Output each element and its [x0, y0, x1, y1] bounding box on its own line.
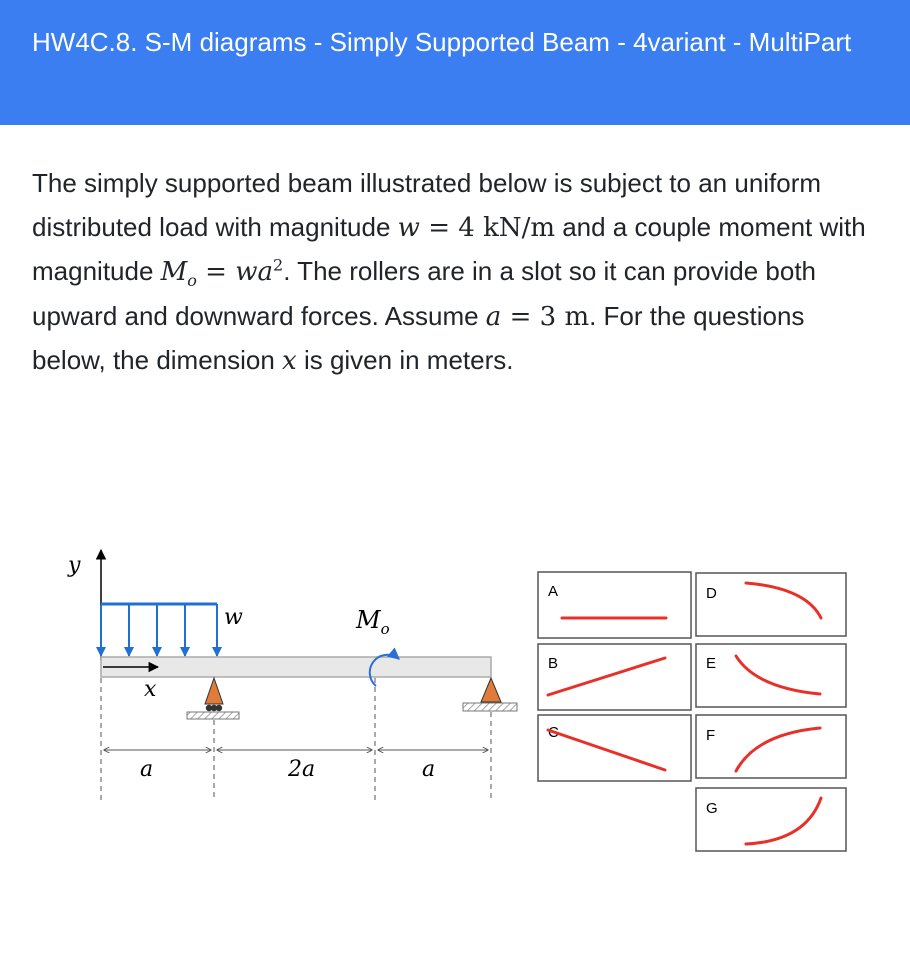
unit-m: m [564, 301, 590, 332]
page-title: HW4C.8. S-M diagrams - Simply Supported Beam - 4variant - MultiPart [32, 27, 852, 57]
y-axis-label: y [68, 553, 81, 578]
option-b-label: B [548, 655, 559, 672]
distributed-load [101, 604, 217, 656]
problem-text-2: and a couple moment with magnitude [32, 211, 866, 286]
roller-support [187, 678, 239, 719]
symbol-wa: wa [235, 257, 274, 287]
symbol-w: w [397, 212, 420, 243]
option-e-label: E [706, 655, 717, 672]
beam-figure [0, 520, 910, 860]
problem-text-4: . For the questions below, the dimension [32, 300, 805, 375]
dimension-a-left: a [140, 757, 154, 782]
option-e [696, 644, 846, 707]
option-f-label: F [706, 727, 716, 744]
option-c [538, 715, 691, 781]
option-c-label: C [548, 724, 559, 741]
option-d [696, 573, 846, 636]
problem-text-5: is given in meters. [296, 345, 514, 375]
option-g-label: G [706, 800, 718, 817]
eq-m: = [196, 257, 236, 287]
beam [101, 657, 491, 677]
dimension-a-right: a [422, 757, 436, 782]
exponent-2: 2 [273, 255, 284, 275]
symbol-a: a [485, 301, 502, 332]
option-d-label: D [706, 585, 717, 602]
option-a [538, 572, 691, 638]
pin-support [463, 678, 517, 711]
option-b [538, 644, 691, 710]
option-a-label: A [548, 583, 559, 600]
option-f [696, 715, 846, 778]
load-label: w [224, 605, 243, 630]
option-g [696, 788, 846, 851]
problem-statement [32, 162, 882, 384]
page-header [0, 0, 910, 125]
symbol-m: M [160, 257, 188, 287]
x-axis-label: x [144, 677, 157, 702]
symbol-x: x [282, 346, 297, 376]
eq-a: = 3 [501, 301, 565, 332]
moment-label: $M_o$ [356, 606, 390, 638]
problem-text-1: The simply supported beam illustrated below is subject to an uniform distributed load with magnitude [32, 168, 822, 242]
symbol-m-sub: o [187, 271, 197, 291]
unit-kn-per-m: kN/m [483, 212, 555, 243]
eq-w: = 4 [419, 212, 484, 243]
problem-text-3: . The rollers are in a slot so it can provide both upward and downward forces. Assume [32, 256, 816, 331]
dimension-2a: 2a [288, 757, 316, 782]
